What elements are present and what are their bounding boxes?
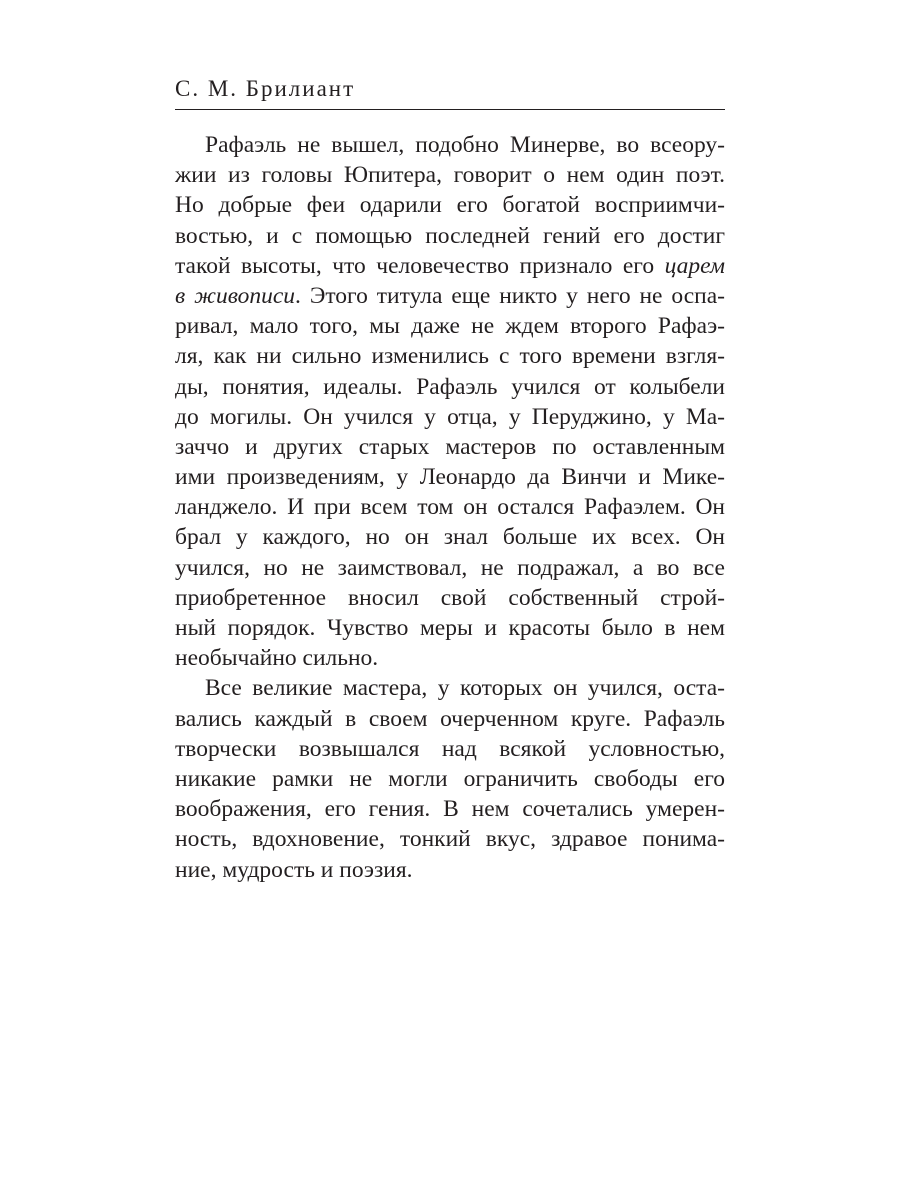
text-run: такой высоты, что человечество признало его bbox=[175, 252, 665, 279]
text-run: . Этого титула еще никто у него не оспа- bbox=[295, 282, 725, 309]
text-run: востью, и с помощью последней гений его достиг bbox=[175, 222, 725, 249]
text-line bbox=[175, 462, 725, 492]
paragraph bbox=[175, 130, 725, 673]
text-line bbox=[175, 492, 725, 522]
text-line bbox=[175, 794, 725, 824]
text-line bbox=[175, 583, 725, 613]
text-line bbox=[175, 734, 725, 764]
text-line bbox=[175, 673, 725, 703]
text-run: учился, но не заимствовал, не подражал, а во все bbox=[175, 554, 725, 581]
italic-run: в живописи bbox=[175, 282, 296, 309]
text-line bbox=[175, 824, 725, 854]
text-run: воображения, его гения. В нем сочетались умерен- bbox=[175, 796, 725, 823]
text-line bbox=[175, 855, 725, 885]
text-run: заччо и других старых мастеров по оставленным bbox=[175, 433, 725, 460]
text-run: ный порядок. Чувство меры и красоты было в нем bbox=[175, 615, 725, 641]
running-head-author: С. М. Брилиант bbox=[175, 76, 356, 101]
text-line bbox=[175, 522, 725, 552]
text-line bbox=[175, 764, 725, 794]
text-run: вались каждый в своем очерченном круге. Рафаэль bbox=[175, 705, 725, 732]
text-line bbox=[175, 643, 725, 673]
text-run: жии из головы Юпитера, говорит о нем один поэт. bbox=[175, 162, 725, 189]
text-line bbox=[175, 311, 725, 341]
text-run: ланджело. И при всем том он остался Рафаэлем. Он bbox=[175, 494, 725, 521]
text-run: Рафаэль не вышел, подобно Минерве, во всеору- bbox=[205, 132, 725, 158]
body-text bbox=[175, 130, 725, 885]
text-run: ность, вдохновение, тонкий вкус, здравое понима- bbox=[175, 826, 725, 853]
text-line bbox=[175, 221, 725, 251]
text-line bbox=[175, 160, 725, 190]
text-run: брал у каждого, но он знал больше их всех. Он bbox=[175, 524, 725, 551]
text-line bbox=[175, 190, 725, 220]
text-run: ривал, мало того, мы даже не ждем второго Рафаэ- bbox=[175, 313, 725, 340]
text-line bbox=[175, 402, 725, 432]
text-line bbox=[175, 372, 725, 402]
text-line bbox=[175, 251, 725, 281]
text-run: ля, как ни сильно изменились с того времени взгля- bbox=[175, 343, 725, 370]
text-run: ды, понятия, идеалы. Рафаэль учился от колыбели bbox=[175, 373, 725, 400]
text-run: творчески возвышался над всякой условностью, bbox=[175, 735, 725, 762]
text-run: необычайно сильно. bbox=[175, 645, 379, 672]
text-line bbox=[175, 704, 725, 734]
text-run: приобретенное вносил свой собственный строй- bbox=[175, 584, 725, 611]
text-line bbox=[175, 432, 725, 462]
text-run: ими произведениям, у Леонардо да Винчи и Мике- bbox=[175, 464, 725, 491]
text-run: до могилы. Он учился у отца, у Перуджино, у Ма- bbox=[175, 403, 725, 430]
italic-run: царем bbox=[664, 252, 725, 279]
paragraph bbox=[175, 673, 725, 884]
text-line bbox=[175, 553, 725, 583]
text-run: Все великие мастера, у которых он учился, оста- bbox=[205, 675, 725, 702]
text-run: никакие рамки не могли ограничить свободы его bbox=[175, 765, 725, 792]
text-run: Но добрые феи одарили его богатой восприимчи- bbox=[175, 192, 725, 219]
text-line bbox=[175, 281, 725, 311]
text-run: ние, мудрость и поэзия. bbox=[175, 856, 413, 883]
header-rule bbox=[175, 109, 725, 110]
text-line bbox=[175, 130, 725, 160]
text-line bbox=[175, 613, 725, 643]
text-line bbox=[175, 341, 725, 371]
